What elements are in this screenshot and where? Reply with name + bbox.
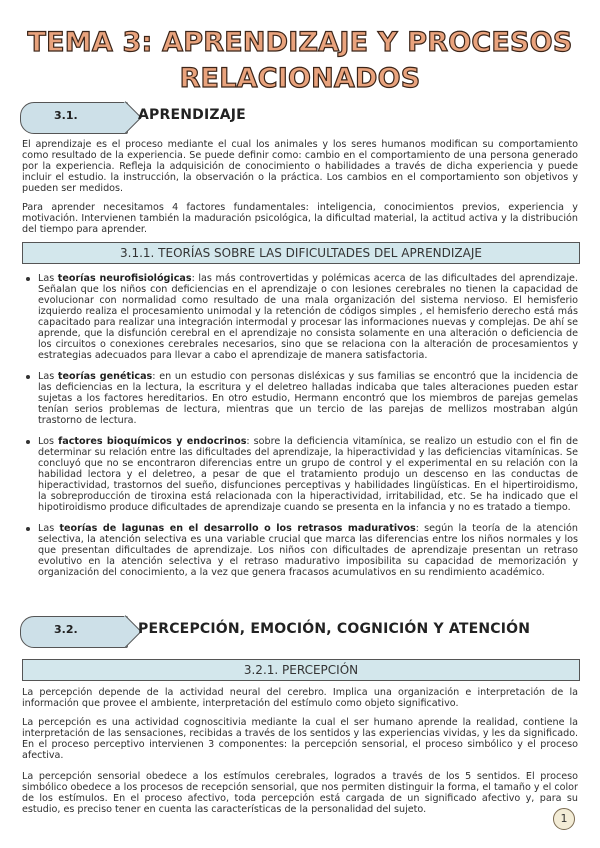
section-title: APRENDIZAJE (138, 107, 246, 123)
page-number-badge: 1 (553, 808, 575, 830)
item-term: teorías de lagunas en el desarrollo o los retrasos madurativos (59, 523, 416, 534)
item-lead: Las (38, 371, 58, 382)
paragraph-percepcion-2: La percepción es una actividad cognoscitivia mediante la cual el ser humano aprende la realidad, contiene la interpretación de las sensaciones, recibidas a través de los sentidos y las experiencias vividas, y les da significado. En el proceso perceptivo intervienen 3 componentes: la percepción sensorial, el proceso simbólico y el proceso afectiva. (22, 717, 578, 761)
item-term: teorías genéticas (57, 371, 153, 382)
paragraph-definicion: El aprendizaje es el proceso mediante el cual los animales y los seres humanos modifican su comportamiento como resultado de la experiencia. Se puede definir como: cambio en el comportamiento de una persona generado por la experiencia. Refleja la adquisición de conocimiento o habilidades a través de dicha experiencia y puede incluir el estudio. la instrucción, la observación o la práctica. Los cambios en el comportamiento son objetivos y pueden ser medidos. (22, 139, 578, 194)
item-text: : sobre la deficiencia vitamínica, se realizo un estudio con el fin de determinar su relación entre las dificultades del aprendizaje, la hiperactividad y las deficiencias vitamínicas. Se concluyó que no se encontraron diferencias entre un grupo de control y el experimental en su relación con la habilidad lectora y el deletreo, a pesar de que el tratamiento produjo un descenso en las conductas de hiperactividad, trastornos del sueño, disfunciones perceptivas y habilidades lingüísticas. En el hipertiroidismo, la sobreproducción de tiroxina está relacionada con la hiperactividad, irritabilidad, etc. Se ha indicado que el hipotiroidismo produce dificultades de aprendizaje cuando se presenta en la infancia y no es tratado a tiempo. (38, 436, 578, 513)
item-term: factores bioquímicos y endocrinos (58, 436, 247, 447)
item-lead: Los (38, 436, 59, 447)
paragraph-percepcion-1: La percepción depende de la actividad neural del cerebro. Implica una organización e interpretación de la información que provee el ambiente, interpretación del estímulo como objeto significativo. (22, 687, 578, 709)
subsection-header-teorias: 3.1.1. TEORÍAS SOBRE LAS DIFICULTADES DEL APRENDIZAJE (22, 242, 580, 264)
theories-list (22, 273, 578, 578)
item-lead: Las (38, 523, 60, 534)
section-number: 3.2. (54, 623, 78, 636)
item-text: : según la teoría de la atención selectiva, la atención selectiva es una variable crucial que marca las diferencias entre los niños normales y los que presentan dificultades de aprendizaje. Los niños con dificultades de aprendizaje presentan un retraso evolutivo en la atención selectiva y el retraso madurativo imposibilita su capacidad de memorización y organización del conocimiento, a la vez que genera fracasos acumulativos en su rendimiento académico. (38, 523, 579, 578)
section-number: 3.1. (54, 109, 78, 122)
item-text: : las más controvertidas y polémicas acerca de las dificultades del aprendizaje. Señalan que los niños con deficiencias en el aprendizaje o con lesiones cerebrales no tienen la capacidad de evolucionar con normalidad como resultado de una mala organización del sistema nervioso. El hemisferio izquierdo realiza el procesamiento unimodal y la retención de códigos simples , el hemisferio derecho está más capacitado para realizar una integración intermodal y procesar las informaciones nuevas y complejas. De ahí se aprende, que la disfunción cerebral en el aprendizaje no consista solamente en una alteración o deficiencia de los circuitos o conexiones cerebrales necesarios, sino que se relaciona con la alteración de procesamientos y estrategias adecuados para llevar a cabo el aprendizaje de manera satisfactoria. (38, 273, 578, 361)
item-term: teorías neurofisiológicas (57, 273, 192, 284)
item-lead: Las (38, 273, 58, 284)
page-title-line-1: TEMA 3: APRENDIZAJE Y PROCESOS (27, 27, 573, 58)
list-item-neurofisiologicas (22, 273, 578, 361)
page-title-line-2: RELACIONADOS (179, 63, 421, 94)
list-item-geneticas (22, 371, 578, 426)
item-text: : en un estudio con personas disléxicas y sus familias se encontró que la incidencia de las deficiencias en la lectura, la escritura y el deletreo halladas indicaba que tales alteraciones pueden estar sujetas a los factores hereditarios. En otro estudio, Hermann encontró que los miembros de parejas gemelas tenían serios problemas de lectura, mientras que un tercio de las parejas de mellizos mostraban algún trastorno de lectura. (38, 371, 578, 426)
paragraph-percepcion-3: La percepción sensorial obedece a los estímulos cerebrales, logrados a través de los 5 sentidos. El proceso simbólico obedece a los procesos de recepción sensorial, que nos permiten distinguir la forma, el tamaño y el color de los estímulos. En el proceso afectivo, toda percepción está cargada de un significado afectivo y, para su estudio, es preciso tener en cuenta las características de la personalidad del sujeto. (22, 771, 578, 815)
section-header-percepcion (20, 616, 580, 650)
list-item-lagunas (22, 523, 578, 578)
paragraph-factores: Para aprender necesitamos 4 factores fundamentales: inteligencia, conocimientos previos, experiencia y motivación. Intervienen también la maduración psicológica, la dificultad material, la actitud activa y la distribución del tiempo para aprender. (22, 202, 578, 235)
subsection-header-percepcion: 3.2.1. PERCEPCIÓN (22, 659, 580, 681)
section-title: PERCEPCIÓN, EMOCIÓN, COGNICIÓN Y ATENCIÓN (138, 621, 531, 637)
list-item-bioquimicos (22, 436, 578, 513)
section-header-aprendizaje (20, 102, 580, 136)
